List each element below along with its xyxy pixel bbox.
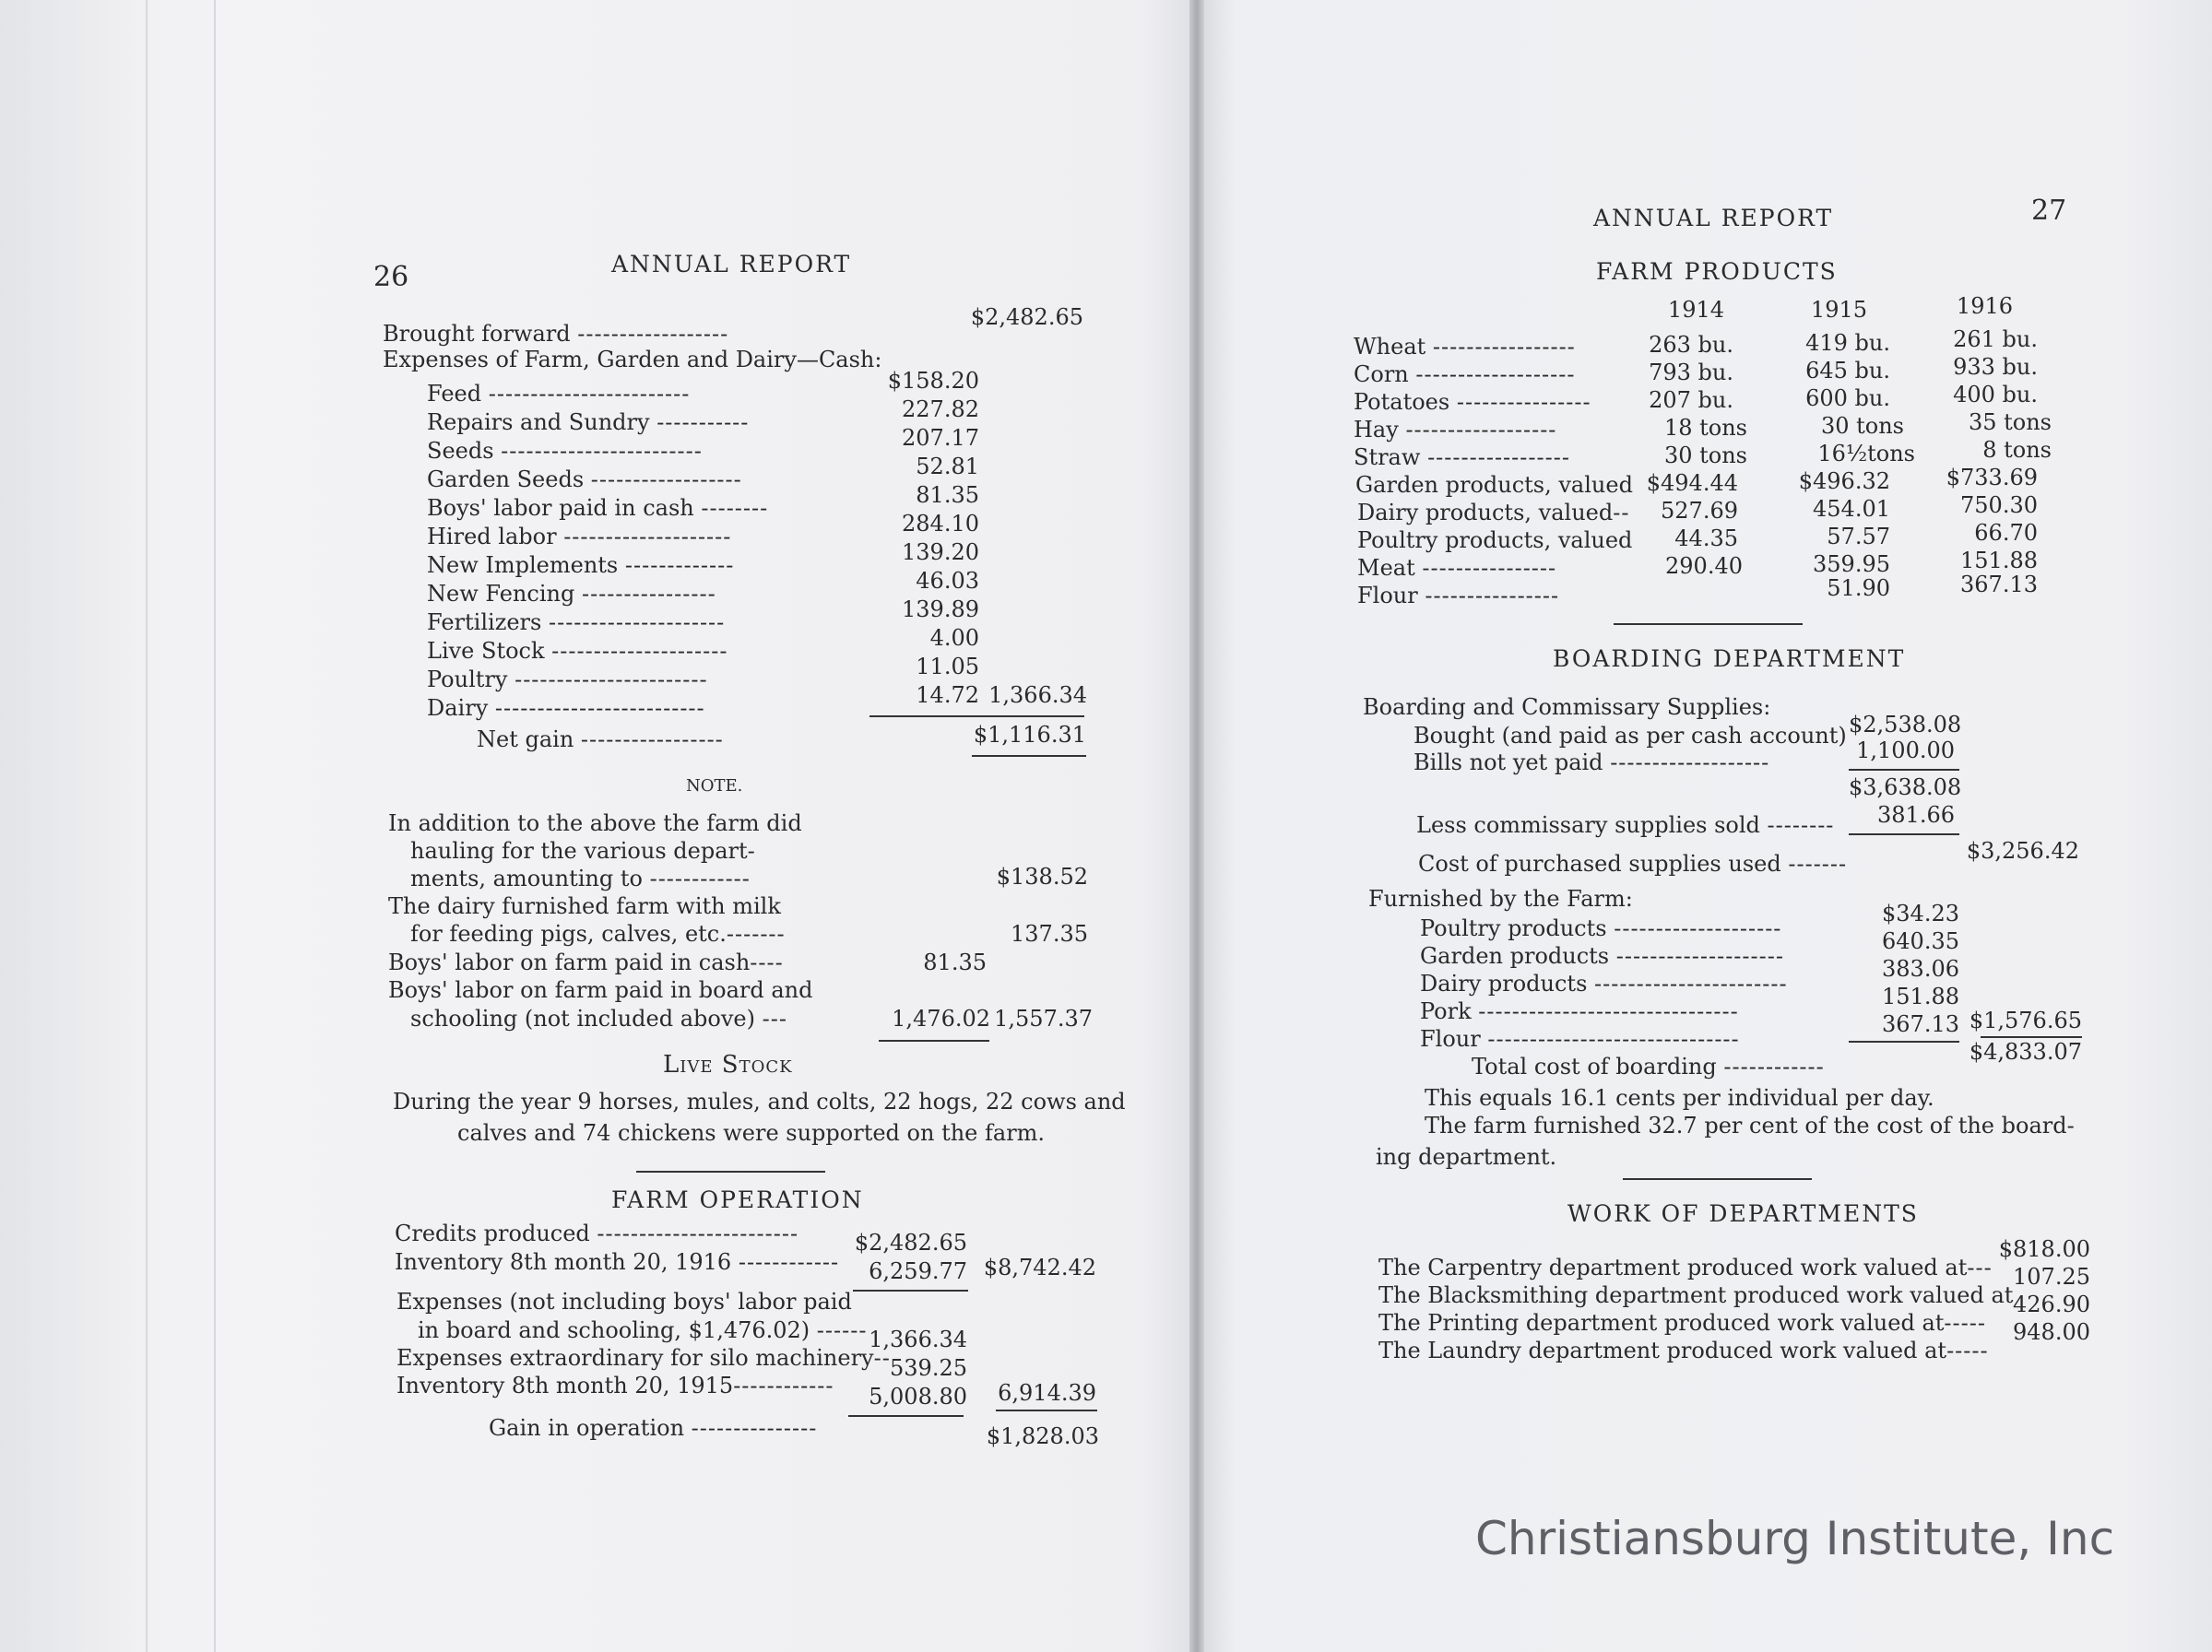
product-row-value: 261 bu. — [1953, 326, 2038, 352]
expense-row-label: Seeds ------------------------ — [427, 438, 703, 464]
credits-value: $2,482.65 — [854, 1230, 967, 1256]
furnished-row-label: Pork ------------------------------- — [1420, 998, 1739, 1024]
boarding-heading: BOARDING DEPARTMENT — [1553, 645, 1906, 672]
note-line: Boys' labor on farm paid in cash---- — [388, 950, 784, 975]
product-row-value: 16½tons — [1817, 441, 1915, 466]
work-heading: WORK OF DEPARTMENTS — [1567, 1200, 1919, 1227]
product-row-value: 600 bu. — [1805, 385, 1890, 411]
net-gain-value: $1,116.31 — [973, 722, 1086, 748]
farm-products-heading: FARM PRODUCTS — [1596, 258, 1838, 285]
gain-value: $1,828.03 — [986, 1423, 1099, 1449]
expense-row-value: 139.20 — [902, 539, 979, 565]
boarding-note: ing department. — [1376, 1144, 1557, 1170]
less-sold-label: Less commissary supplies sold -------- — [1416, 812, 1835, 838]
expenses-line: Expenses (not including boys' labor paid — [396, 1289, 852, 1315]
expenses-heading: Expenses of Farm, Garden and Dairy—Cash: — [383, 347, 882, 372]
work-row-label: The Carpentry department produced work valued at--- — [1378, 1255, 1993, 1280]
expense-row-label: Dairy ------------------------- — [427, 695, 705, 721]
milk-value: 137.35 — [1011, 921, 1088, 947]
product-row-value: 8 tons — [1982, 437, 2052, 463]
cost-used-label: Cost of purchased supplies used ------- — [1418, 851, 1848, 877]
supplies-subtotal: $3,638.08 — [1849, 774, 1962, 800]
product-row-label: Hay ------------------ — [1354, 417, 1557, 442]
expense-row-value: 207.17 — [902, 425, 979, 451]
net-gain-label: Net gain ----------------- — [477, 726, 724, 752]
inventory-1916-label: Inventory 8th month 20, 1916 ------------ — [395, 1249, 840, 1275]
page-edge-line — [214, 0, 216, 1652]
product-row-value: 527.69 — [1661, 498, 1738, 524]
sum-rule — [869, 715, 1084, 717]
bought-value: $2,538.08 — [1849, 712, 1962, 738]
work-row-label: The Printing department produced work valued at----- — [1378, 1310, 1986, 1336]
note-line: schooling (not included above) --- — [410, 1006, 787, 1032]
expense-row-label: Poultry ----------------------- — [427, 667, 708, 692]
expense-row-value: 46.03 — [916, 568, 979, 594]
expense-row-value: 4.00 — [929, 625, 979, 651]
book-gutter — [1189, 0, 1204, 1652]
sum-rule — [853, 1290, 968, 1292]
product-row-value: 207 bu. — [1649, 387, 1733, 413]
furnished-row-value: 367.13 — [1882, 1011, 1959, 1037]
product-row-value: $733.69 — [1946, 465, 2038, 490]
product-row-value: 44.35 — [1674, 525, 1738, 551]
less-sold-value: 381.66 — [1877, 802, 1955, 828]
page-number: 27 — [2031, 195, 2067, 227]
product-row-value: 359.95 — [1813, 551, 1890, 577]
furnished-heading: Furnished by the Farm: — [1368, 886, 1633, 912]
note-heading: NOTE. — [686, 776, 743, 796]
expense-row-value: 52.81 — [916, 454, 979, 479]
product-row-label: Straw ----------------- — [1354, 444, 1570, 470]
sum-rule — [1849, 769, 1959, 771]
sum-rule — [1849, 1041, 1959, 1043]
work-row-value: 107.25 — [2013, 1264, 2090, 1290]
product-row-value: 400 bu. — [1953, 382, 2038, 407]
expense-row-value: 11.05 — [916, 654, 979, 679]
work-row-value: 948.00 — [2013, 1319, 2090, 1345]
note-line: In addition to the above the farm did — [388, 810, 802, 836]
furnished-row-label: Garden products -------------------- — [1420, 943, 1784, 969]
product-row-value: 645 bu. — [1805, 358, 1890, 384]
expense-row-label: Garden Seeds ------------------ — [427, 466, 742, 492]
work-row-label: The Blacksmithing department produced work valued at — [1378, 1282, 2014, 1308]
sum-rule — [996, 1410, 1097, 1411]
product-row-label: Meat ---------------- — [1357, 555, 1557, 581]
expense-row-label: Fertilizers --------------------- — [427, 609, 726, 635]
extra-expenses-value: 539.25 — [890, 1355, 967, 1381]
furnished-row-value: 383.06 — [1882, 956, 1959, 982]
product-row-value: 793 bu. — [1649, 360, 1733, 385]
expense-row-label: Live Stock --------------------- — [427, 638, 728, 664]
product-row-value: 367.13 — [1960, 572, 2038, 597]
work-row-value: $818.00 — [1998, 1236, 2090, 1262]
sum-rule — [879, 1040, 989, 1042]
total-boarding-value: $4,833.07 — [1969, 1039, 2082, 1065]
product-row-value: 51.90 — [1827, 575, 1890, 601]
product-row-value: 419 bu. — [1805, 330, 1890, 356]
cash-value: 81.35 — [923, 950, 987, 975]
year-column-header: 1914 — [1667, 297, 1724, 323]
product-row-value: 30 tons — [1663, 442, 1747, 468]
expenses-value: 1,366.34 — [869, 1327, 967, 1352]
product-row-value: 18 tons — [1663, 415, 1747, 441]
bills-value: 1,100.00 — [1856, 738, 1955, 763]
bought-label: Bought (and paid as per cash account) — [1414, 723, 1847, 749]
expense-row-label: New Fencing ---------------- — [427, 581, 716, 607]
product-row-value: 35 tons — [1968, 409, 2052, 435]
sum-rule — [1849, 833, 1959, 835]
sum-rule — [848, 1415, 964, 1417]
note-line: ments, amounting to ------------ — [410, 866, 751, 891]
operation-expenses-total: 6,914.39 — [998, 1380, 1096, 1406]
product-row-value: 933 bu. — [1953, 354, 2038, 380]
livestock-text: calves and 74 chickens were supported on the farm. — [457, 1120, 1046, 1146]
product-row-label: Potatoes ---------------- — [1354, 389, 1591, 415]
section-divider — [636, 1171, 825, 1173]
credits-label: Credits produced ------------------------ — [395, 1221, 799, 1246]
farm-operation-heading: FARM OPERATION — [611, 1186, 864, 1213]
inventory-1916-value: 6,259.77 — [869, 1258, 967, 1284]
extra-expenses-label: Expenses extraordinary for silo machinery-- — [396, 1345, 891, 1371]
furnished-row-label: Flour ------------------------------ — [1420, 1026, 1740, 1052]
furnished-row-value: 640.35 — [1882, 928, 1959, 954]
boarding-note: The farm furnished 32.7 per cent of the cost of the board- — [1425, 1113, 2075, 1139]
section-divider — [1623, 1178, 1812, 1180]
brought-forward-value: $2,482.65 — [970, 304, 1083, 330]
product-row-value: 290.40 — [1665, 553, 1743, 579]
net-gain-underline — [972, 755, 1086, 757]
expense-row-value: 284.10 — [902, 511, 979, 537]
product-row-value: $496.32 — [1798, 468, 1890, 494]
product-row-value: 454.01 — [1813, 496, 1890, 522]
page-edge-line — [146, 0, 148, 1652]
page-header: ANNUAL REPORT — [1593, 205, 1834, 231]
furnished-row-value: $34.23 — [1882, 901, 1959, 926]
page-header: ANNUAL REPORT — [611, 251, 852, 277]
work-row-label: The Laundry department produced work valued at----- — [1378, 1338, 1989, 1363]
product-row-value: 263 bu. — [1649, 332, 1733, 358]
expense-row-label: Feed ------------------------ — [427, 381, 691, 407]
hauling-value: $138.52 — [996, 864, 1088, 890]
page-number: 26 — [373, 261, 409, 293]
product-row-value: 750.30 — [1960, 492, 2038, 518]
year-column-header: 1916 — [1956, 293, 2013, 319]
furnished-row-label: Dairy products ----------------------- — [1420, 971, 1788, 997]
product-row-label: Poultry products, valued — [1357, 527, 1633, 553]
board-total: 1,557.37 — [994, 1006, 1093, 1032]
product-row-label: Wheat ----------------- — [1354, 334, 1576, 360]
product-row-value: 66.70 — [1974, 520, 2038, 546]
expense-row-value: 81.35 — [916, 482, 979, 508]
expense-row-label: Hired labor -------------------- — [427, 524, 732, 549]
supplies-heading: Boarding and Commissary Supplies: — [1363, 694, 1771, 720]
product-row-label: Flour ---------------- — [1357, 583, 1560, 608]
year-column-header: 1915 — [1810, 297, 1867, 323]
product-row-value: 30 tons — [1820, 413, 1904, 439]
expense-row-value: 227.82 — [902, 396, 979, 422]
furnished-total: $1,576.65 — [1969, 1008, 2082, 1033]
product-row-value: $494.44 — [1646, 470, 1738, 496]
product-row-label: Dairy products, valued-- — [1357, 500, 1630, 525]
board-value: 1,476.02 — [892, 1006, 990, 1032]
watermark: Christiansburg Institute, Inc — [1475, 1512, 2115, 1565]
expenses-line: in board and schooling, $1,476.02) ------ — [418, 1317, 868, 1343]
total-boarding-label: Total cost of boarding ------------ — [1472, 1054, 1825, 1080]
product-row-value: 57.57 — [1827, 524, 1890, 549]
inventory-1915-value: 5,008.80 — [869, 1384, 967, 1410]
section-divider — [1614, 623, 1803, 625]
furnished-row-value: 151.88 — [1882, 984, 1959, 1009]
furnished-row-label: Poultry products -------------------- — [1420, 915, 1782, 941]
expense-row-label: New Implements ------------- — [427, 552, 735, 578]
livestock-heading: Live Stock — [663, 1051, 793, 1079]
note-line: for feeding pigs, calves, etc.------- — [410, 921, 786, 947]
expense-row-value: $158.20 — [887, 368, 979, 394]
credits-total: $8,742.42 — [983, 1255, 1096, 1280]
work-row-value: 426.90 — [2013, 1292, 2090, 1317]
product-row-value: 151.88 — [1960, 548, 2038, 573]
bills-label: Bills not yet paid ------------------- — [1414, 749, 1770, 775]
brought-forward-label: Brought forward ------------------ — [383, 321, 729, 347]
expense-row-value: 139.89 — [902, 596, 979, 622]
product-row-label: Corn ------------------- — [1354, 361, 1576, 387]
expenses-total: 1,366.34 — [988, 682, 1087, 708]
livestock-text: During the year 9 horses, mules, and colts, 22 hogs, 22 cows and — [393, 1089, 1126, 1115]
boarding-note: This equals 16.1 cents per individual per day. — [1425, 1085, 1934, 1111]
note-line: Boys' labor on farm paid in board and — [388, 977, 813, 1003]
expense-row-label: Boys' labor paid in cash -------- — [427, 495, 769, 521]
product-row-label: Garden products, valued — [1355, 472, 1633, 498]
cost-used-value: $3,256.42 — [1966, 838, 2079, 864]
inventory-1915-label: Inventory 8th month 20, 1915------------ — [396, 1373, 834, 1398]
expense-row-value: 14.72 — [916, 682, 979, 708]
note-line: The dairy furnished farm with milk — [388, 893, 781, 919]
expense-row-label: Repairs and Sundry ----------- — [427, 409, 750, 435]
gain-label: Gain in operation --------------- — [489, 1415, 818, 1441]
note-line: hauling for the various depart- — [410, 838, 755, 864]
